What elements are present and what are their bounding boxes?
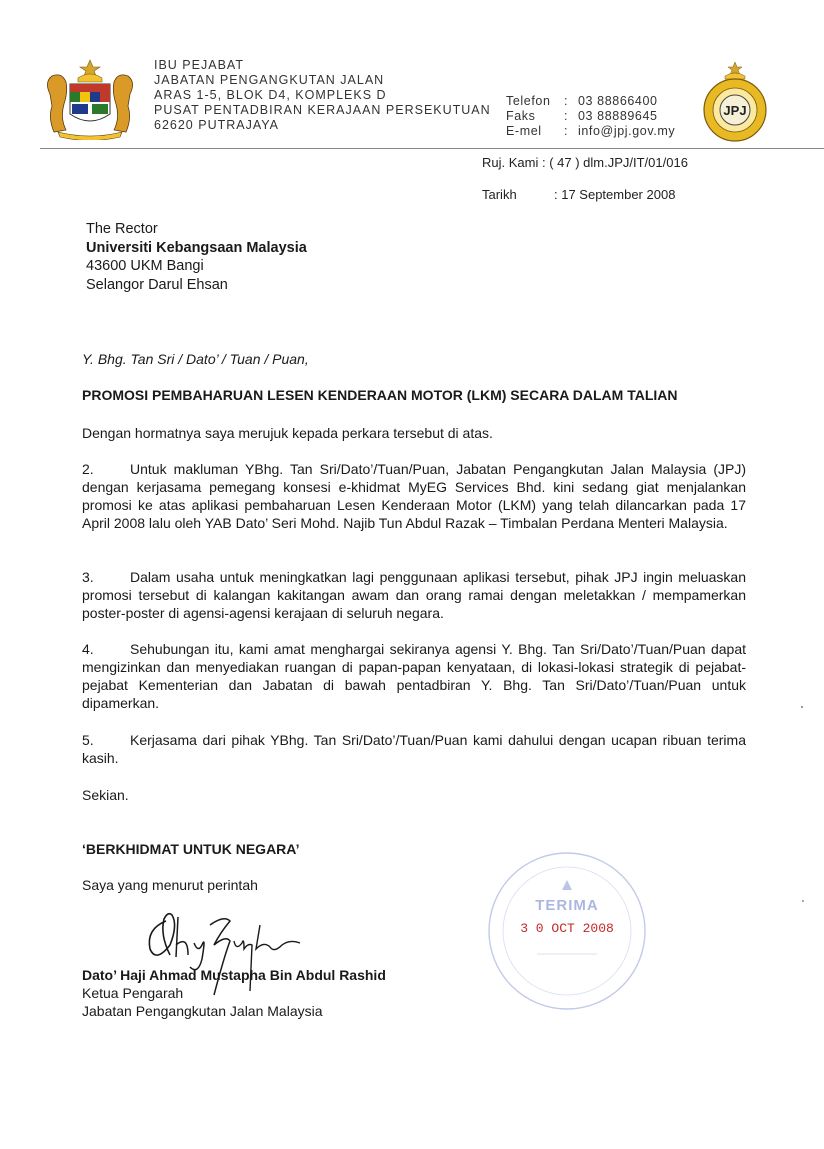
header-divider xyxy=(40,148,824,149)
ref-value: : ( 47 ) dlm.JPJ/IT/01/016 xyxy=(541,155,688,170)
date-value: : 17 September 2008 xyxy=(554,187,676,202)
contact-email: E-mel : info@jpj.gov.my xyxy=(506,124,676,138)
received-stamp xyxy=(482,846,652,1016)
opening-line: Dengan hormatnya saya merujuk kepada perkara tersebut di atas. xyxy=(82,425,493,441)
salutation: Y. Bhg. Tan Sri / Dato’ / Tuan / Puan, xyxy=(82,351,309,367)
signatory-name: Dato’ Haji Ahmad Mustapha Bin Abdul Rashid xyxy=(82,967,386,983)
signatory-department: Jabatan Pengangkutan Jalan Malaysia xyxy=(82,1003,323,1019)
signoff: Saya yang menurut perintah xyxy=(82,877,258,893)
jpj-logo xyxy=(694,60,776,144)
ref-label: Ruj. Kami xyxy=(482,155,539,170)
paragraph-3: 3. Dalam usaha untuk meningkatkan lagi penggunaan aplikasi tersebut, pihak JPJ ingin meluaskan promosi tersebut di kalangan kakitangan awam dan orang ramai dengan meletakkan / mempamerkan poster-poster di agensi-agensi kerajaan di seluruh negara. xyxy=(82,569,746,621)
recipient-line: The Rector xyxy=(86,221,158,237)
reference-number xyxy=(482,155,688,170)
motto: ‘BERKHIDMAT UNTUK NEGARA’ xyxy=(82,841,300,857)
coat-of-arms-logo xyxy=(40,58,140,140)
date-label: Tarikh xyxy=(482,187,517,202)
letter-date xyxy=(482,187,675,202)
signatory-block xyxy=(82,966,386,1020)
office-address-block xyxy=(154,58,491,133)
office-line: 62620 PUTRAJAYA xyxy=(154,118,280,132)
recipient-line: Universiti Kebangsaan Malaysia xyxy=(86,239,307,256)
recipient-line: Selangor Darul Ehsan xyxy=(86,276,228,293)
stamp-date: 3 0 OCT 2008 xyxy=(520,921,614,936)
office-line: IBU PEJABAT xyxy=(154,58,244,72)
scan-speck xyxy=(802,900,804,902)
signatory-title: Ketua Pengarah xyxy=(82,985,184,1001)
office-line: PUSAT PENTADBIRAN KERAJAAN PERSEKUTUAN xyxy=(154,103,491,117)
closing: Sekian. xyxy=(82,787,129,803)
jpj-logo-text: JPJ xyxy=(723,103,747,118)
recipient-address xyxy=(86,220,307,294)
paragraph-4: 4. Sehubungan itu, kami amat menghargai sekiranya agensi Y. Bhg. Tan Sri/Dato’/Tuan/Puan dapat mengizinkan dan menyediakan ruangan di papan-papan kenyataan, di lokasi-lokasi strategik di pejabat-pejabat Kementerian dan Jabatan di bawah pentadbiran Y. Bhg. Tan Sri/Dato’/Tuan/Puan untuk dipamerkan. xyxy=(82,641,746,711)
recipient-line: 43600 UKM Bangi xyxy=(86,258,204,274)
scan-speck xyxy=(801,706,803,708)
paragraph-2: 2. Untuk makluman YBhg. Tan Sri/Dato’/Tuan/Puan, Jabatan Pengangkutan Jalan Malaysia (JPJ) dengan kerjasama pemegang konsesi e-khidmat MyEG Services Bhd. kini sedang giat menjalankan promosi ke atas aplikasi pembaharuan Lesen Kenderaan Motor (LKM) yang telah dilancarkan pada 17 April 2008 lalu oleh YAB Dato’ Seri Mohd. Najib Tun Abdul Razak – Timbalan Perdana Menteri Malaysia. xyxy=(82,461,746,531)
subject-heading: PROMOSI PEMBAHARUAN LESEN KENDERAAN MOTOR (LKM) SECARA DALAM TALIAN xyxy=(82,387,678,403)
contact-fax: Faks : 03 88889645 xyxy=(506,109,658,123)
office-line: ARAS 1-5, BLOK D4, KOMPLEKS D xyxy=(154,88,387,102)
office-line: JABATAN PENGANGKUTAN JALAN xyxy=(154,73,385,87)
stamp-label: TERIMA xyxy=(535,897,599,914)
contact-block xyxy=(506,94,675,139)
paragraph-5: 5. Kerjasama dari pihak YBhg. Tan Sri/Dato’/Tuan/Puan kami dahului dengan ucapan ribuan terima kasih. xyxy=(82,732,746,766)
contact-phone: Telefon : 03 88866400 xyxy=(506,94,658,108)
